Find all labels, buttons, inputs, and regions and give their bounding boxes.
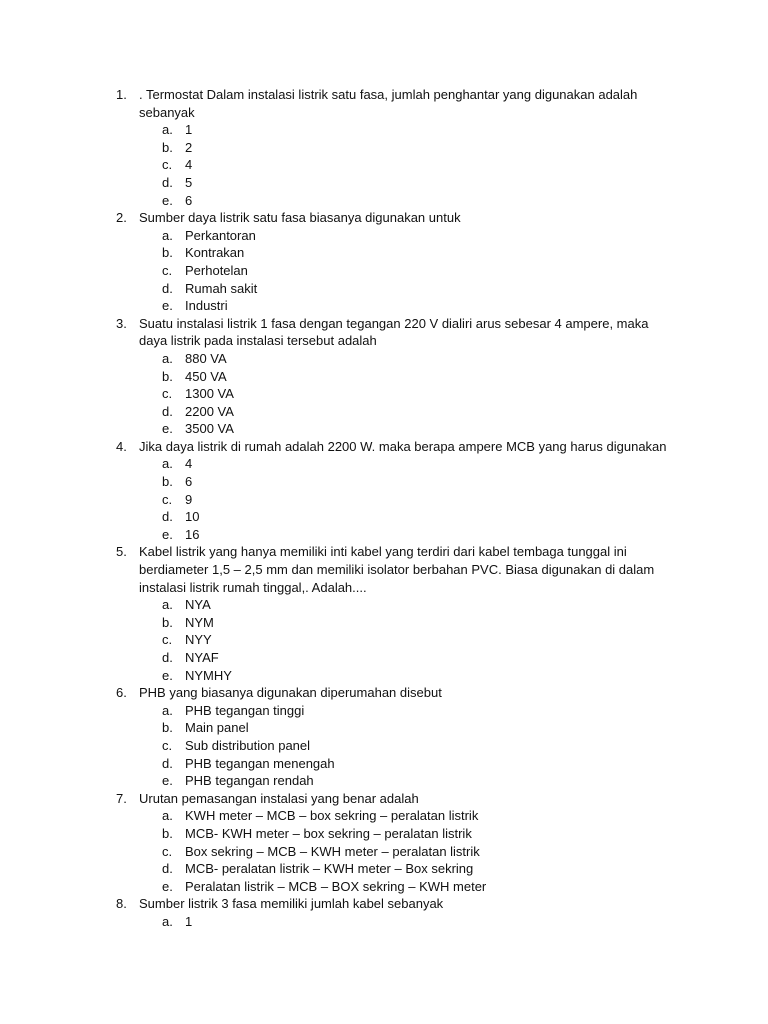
option-text: NYAF [185,650,219,665]
question-text: Jika daya listrik di rumah adalah 2200 W. maka berapa ampere MCB yang harus digunakan [139,438,667,454]
option-text: 2200 VA [185,403,234,419]
option-letter: e. [162,773,173,789]
option-text: 3500 VA [185,421,234,437]
option-letter: e. [162,298,173,314]
option-letter: a. [162,122,173,138]
option-text: Peralatan listrik – MCB – BOX sekring – KWH meter [185,878,487,894]
option-text: NYM [185,614,214,630]
question-item [0,438,674,456]
answer-option [0,772,768,790]
option-letter: e. [162,192,173,208]
option-letter: a. [162,702,173,718]
option-letter: d. [162,174,173,190]
option-text: MCB- KWH meter – box sekring – peralatan listrik [185,825,472,841]
option-text: 9 [185,491,193,507]
option-text: 5 [185,174,193,190]
answer-option [0,368,768,386]
option-letter: a. [162,597,173,613]
question-text: Sumber listrik 3 fasa memiliki jumlah kabel sebanyak [139,896,444,912]
question-number: 8. [116,896,127,912]
answer-option [0,262,768,280]
question-item [0,543,674,596]
question-text: . Termostat Dalam instalasi listrik satu fasa, jumlah penghantar yang digunakan adalah sebanyak [139,87,638,120]
question-number: 5. [116,544,127,560]
answer-option [0,614,768,632]
question-item [0,209,674,227]
option-text: Kontrakan [185,245,245,261]
option-text: MCB- peralatan listrik – KWH meter – Box sekring [185,861,474,877]
option-letter: d. [162,280,173,296]
option-text: Perkantoran [185,227,256,243]
answer-option [0,508,768,526]
option-letter: e. [162,667,173,683]
option-letter: a. [162,808,173,824]
option-text: Box sekring – MCB – KWH meter – peralatan listrik [185,843,480,859]
question-number: 2. [116,210,127,226]
answer-option [0,702,768,720]
answer-option [0,649,768,667]
answer-option [0,631,768,649]
answer-option [0,121,768,139]
option-letter: b. [162,720,173,736]
option-text: Perhotelan [185,262,248,278]
option-text: Industri [185,298,228,314]
option-letter: c. [162,632,173,648]
answer-option [0,174,768,192]
question-number: 1. [116,87,127,102]
answer-option [0,403,768,421]
answer-option [0,843,768,861]
option-letter: d. [162,755,173,771]
answer-option [0,913,768,931]
answer-option [0,139,768,157]
answer-option [0,755,768,773]
option-letter: b. [162,245,173,261]
option-text: NYA [185,597,211,613]
option-letter: b. [162,368,173,384]
option-letter: e. [162,421,173,437]
option-text: 880 VA [185,350,227,366]
option-letter: c. [162,262,173,278]
option-letter: a. [162,913,173,929]
answer-option [0,156,768,174]
answer-option [0,455,768,473]
answer-option [0,526,768,544]
answer-option [0,737,768,755]
option-letter: b. [162,825,173,841]
question-text: Kabel listrik yang hanya memiliki inti kabel yang terdiri dari kabel tembaga tunggal ini berdiameter 1,5 – 2,5 mm dan memiliki isolator berbahan PVC. Biasa digunakan di dalam instalasi listrik rumah tinggal,. Adalah.... [139,544,655,595]
option-text: 16 [185,526,200,542]
option-letter: b. [162,139,173,155]
option-text: NYY [185,632,212,648]
question-item [0,684,674,702]
option-text: Rumah sakit [185,280,258,296]
answer-option [0,227,768,245]
option-text: 4 [185,157,193,173]
answer-option [0,825,768,843]
question-number: 6. [116,685,127,701]
option-letter: e. [162,526,173,542]
answer-option [0,807,768,825]
answer-option [0,491,768,509]
option-text: 6 [185,192,193,208]
option-text: PHB tegangan rendah [185,773,314,789]
question-text: Suatu instalasi listrik 1 fasa dengan tegangan 220 V dialiri arus sebesar 4 ampere, maka daya listrik pada instalasi tersebut adalah [139,315,649,349]
option-letter: b. [162,474,173,490]
option-letter: c. [162,386,173,402]
answer-option [0,719,768,737]
question-text: PHB yang biasanya digunakan diperumahan disebut [139,685,442,701]
option-letter: e. [162,878,173,894]
option-text: 2 [185,139,193,155]
question-item [0,315,674,350]
answer-option [0,596,768,614]
option-text: 6 [185,474,193,490]
option-text: 1300 VA [185,386,234,402]
option-text: PHB tegangan menengah [185,755,335,771]
option-text: KWH meter – MCB – box sekring – peralatan listrik [185,808,479,824]
option-letter: a. [162,456,173,472]
option-letter: b. [162,614,173,630]
question-item [0,790,674,808]
option-text: 450 VA [185,368,227,384]
option-text: 1 [185,122,193,138]
answer-option [0,350,768,368]
option-letter: d. [162,650,173,665]
option-letter: d. [162,861,173,877]
option-letter: d. [162,509,173,525]
answer-option [0,667,768,685]
answer-option [0,192,768,210]
answer-option [0,385,768,403]
answer-option [0,878,768,896]
option-text: NYMHY [185,667,232,683]
option-text: Sub distribution panel [185,737,311,753]
answer-option [0,244,768,262]
answer-option [0,280,768,298]
option-letter: c. [162,491,173,507]
question-list [0,86,768,931]
option-text: 1 [185,913,193,929]
question-item [0,86,674,121]
option-text: 10 [185,509,200,525]
question-text: Urutan pemasangan instalasi yang benar adalah [139,790,419,806]
option-text: PHB tegangan tinggi [185,702,305,718]
option-text: Main panel [185,720,249,736]
answer-option [0,297,768,315]
question-text: Sumber daya listrik satu fasa biasanya digunakan untuk [139,210,461,226]
answer-option [0,420,768,438]
option-text: 4 [185,456,193,472]
question-number: 7. [116,790,127,806]
question-item [0,895,674,913]
option-letter: a. [162,227,173,243]
option-letter: c. [162,157,173,173]
answer-option [0,860,768,878]
option-letter: c. [162,737,173,753]
question-number: 3. [116,315,127,331]
option-letter: a. [162,350,173,366]
option-letter: c. [162,843,173,859]
question-number: 4. [116,438,127,454]
answer-option [0,473,768,491]
option-letter: d. [162,403,173,419]
